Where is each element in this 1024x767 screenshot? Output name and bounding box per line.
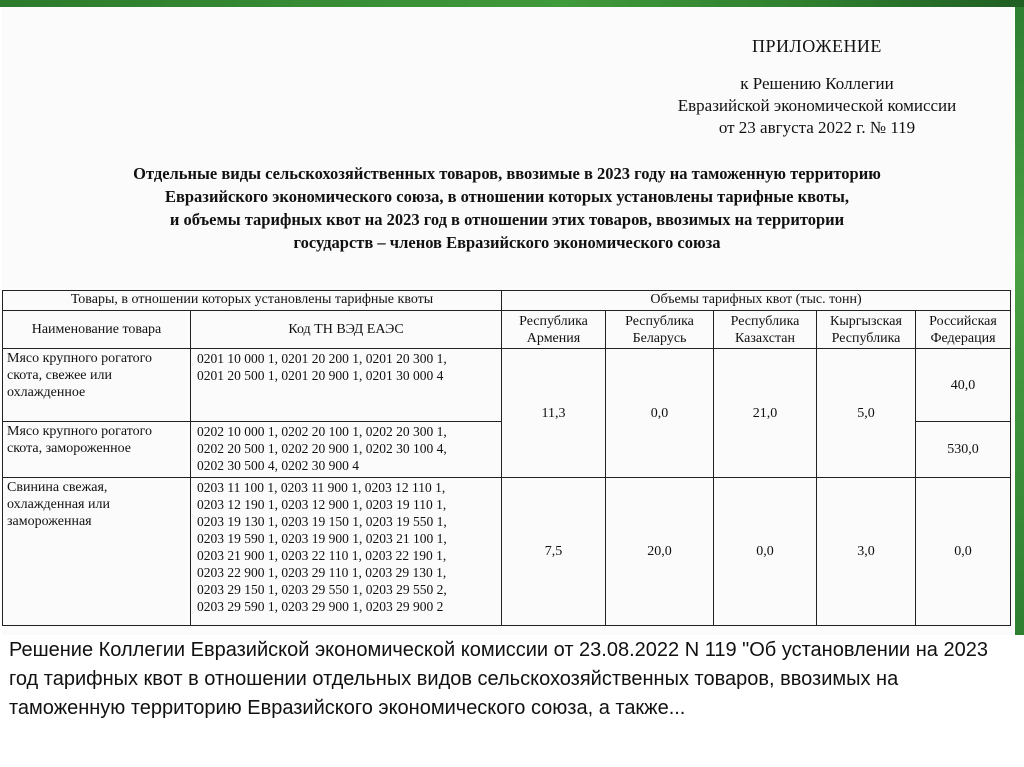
russia-value: 40,0 xyxy=(916,349,1011,422)
header-volumes-group: Объемы тарифных квот (тыс. тонн) xyxy=(502,291,1011,311)
table-row xyxy=(3,478,1011,626)
code-line: 0203 29 150 1, 0203 29 550 1, 0203 29 550 2, xyxy=(197,582,447,597)
header-hs-code: Код ТН ВЭД ЕАЭС xyxy=(191,311,502,349)
header-kazakhstan: Республика Казахстан xyxy=(714,311,817,349)
header-kyrgyzstan: Кыргызская Республика xyxy=(817,311,916,349)
product-name: Мясо крупного рогатого скота, свежее или охлажденное xyxy=(3,349,191,422)
code-line: 0201 20 500 1, 0201 20 900 1, 0201 30 000 4 xyxy=(197,368,444,383)
top-green-bar xyxy=(0,0,1024,7)
kyrgyzstan-value: 3,0 xyxy=(817,478,916,626)
title-line-3: и объемы тарифных квот на 2023 год в отношении этих товаров, ввозимых на территории xyxy=(169,210,845,229)
right-green-strip xyxy=(1015,7,1024,635)
appendix-line-2: Евразийской экономической комиссии xyxy=(677,96,957,115)
russia-value: 0,0 xyxy=(916,478,1011,626)
code-line: 0203 11 100 1, 0203 11 900 1, 0203 12 110 1, xyxy=(197,480,446,495)
appendix-title: ПРИЛОЖЕНИЕ xyxy=(752,36,882,56)
russia-value: 530,0 xyxy=(916,422,1011,478)
code-line: 0201 10 000 1, 0201 20 200 1, 0201 20 300 1, xyxy=(197,351,447,366)
code-line: 0202 30 500 4, 0202 30 900 4 xyxy=(197,458,359,473)
kazakhstan-value: 0,0 xyxy=(714,478,817,626)
appendix-line-1: к Решению Коллегии xyxy=(740,74,894,93)
tariff-quota-table xyxy=(2,290,1011,626)
kyrgyzstan-beef-value: 5,0 xyxy=(817,349,916,478)
code-line: 0202 10 000 1, 0202 20 100 1, 0202 20 300 1, xyxy=(197,424,447,439)
code-line: 0203 19 590 1, 0203 19 900 1, 0203 21 100 1, xyxy=(197,531,447,546)
armenia-value: 7,5 xyxy=(502,478,606,626)
slide-caption: Решение Коллегии Евразийской экономической комиссии от 23.08.2022 N 119 "Об установлении на 2023 год тарифных квот в отношении отдельных видов сельскохозяйственных товаров, ввозимых на таможенную территорию Евразийского экономического союза, а также... xyxy=(9,639,988,719)
code-line: 0203 19 130 1, 0203 19 150 1, 0203 19 550 1, xyxy=(197,514,447,529)
header-goods-group: Товары, в отношении которых установлены тарифные квоты xyxy=(3,291,502,311)
belarus-value: 20,0 xyxy=(606,478,714,626)
header-armenia: Республика Армения xyxy=(502,311,606,349)
header-belarus: Республика Беларусь xyxy=(606,311,714,349)
appendix-line-3: от 23 августа 2022 г. № 119 xyxy=(718,118,916,137)
code-line: 0203 22 900 1, 0203 29 110 1, 0203 29 130 1, xyxy=(197,565,447,580)
title-line-4: государств – членов Евразийского экономического союза xyxy=(293,233,721,252)
title-line-1: Отдельные виды сельскохозяйственных товаров, ввозимые в 2023 году на таможенную территорию xyxy=(133,164,881,183)
armenia-beef-value: 11,3 xyxy=(502,349,606,478)
code-line: 0202 20 500 1, 0202 20 900 1, 0202 30 100 4, xyxy=(197,441,447,456)
header-russia: Российская Федерация xyxy=(916,311,1011,349)
product-name: Свинина свежая, охлажденная или замороженная xyxy=(3,478,191,626)
document-title xyxy=(32,162,982,254)
code-line: 0203 12 190 1, 0203 12 900 1, 0203 19 110 1, xyxy=(197,497,447,512)
hs-codes xyxy=(191,478,502,626)
belarus-beef-value: 0,0 xyxy=(606,349,714,478)
code-line: 0203 29 590 1, 0203 29 900 1, 0203 29 900 2 xyxy=(197,599,444,614)
header-product-name: Наименование товара xyxy=(3,311,191,349)
code-line: 0203 21 900 1, 0203 22 110 1, 0203 22 190 1, xyxy=(197,548,447,563)
title-line-2: Евразийского экономического союза, в отношении которых установлены тарифные квоты, xyxy=(164,187,850,206)
kazakhstan-beef-value: 21,0 xyxy=(714,349,817,478)
table-row xyxy=(3,349,1011,422)
hs-codes xyxy=(191,349,502,422)
product-name: Мясо крупного рогатого скота, замороженное xyxy=(3,422,191,478)
hs-codes xyxy=(191,422,502,478)
